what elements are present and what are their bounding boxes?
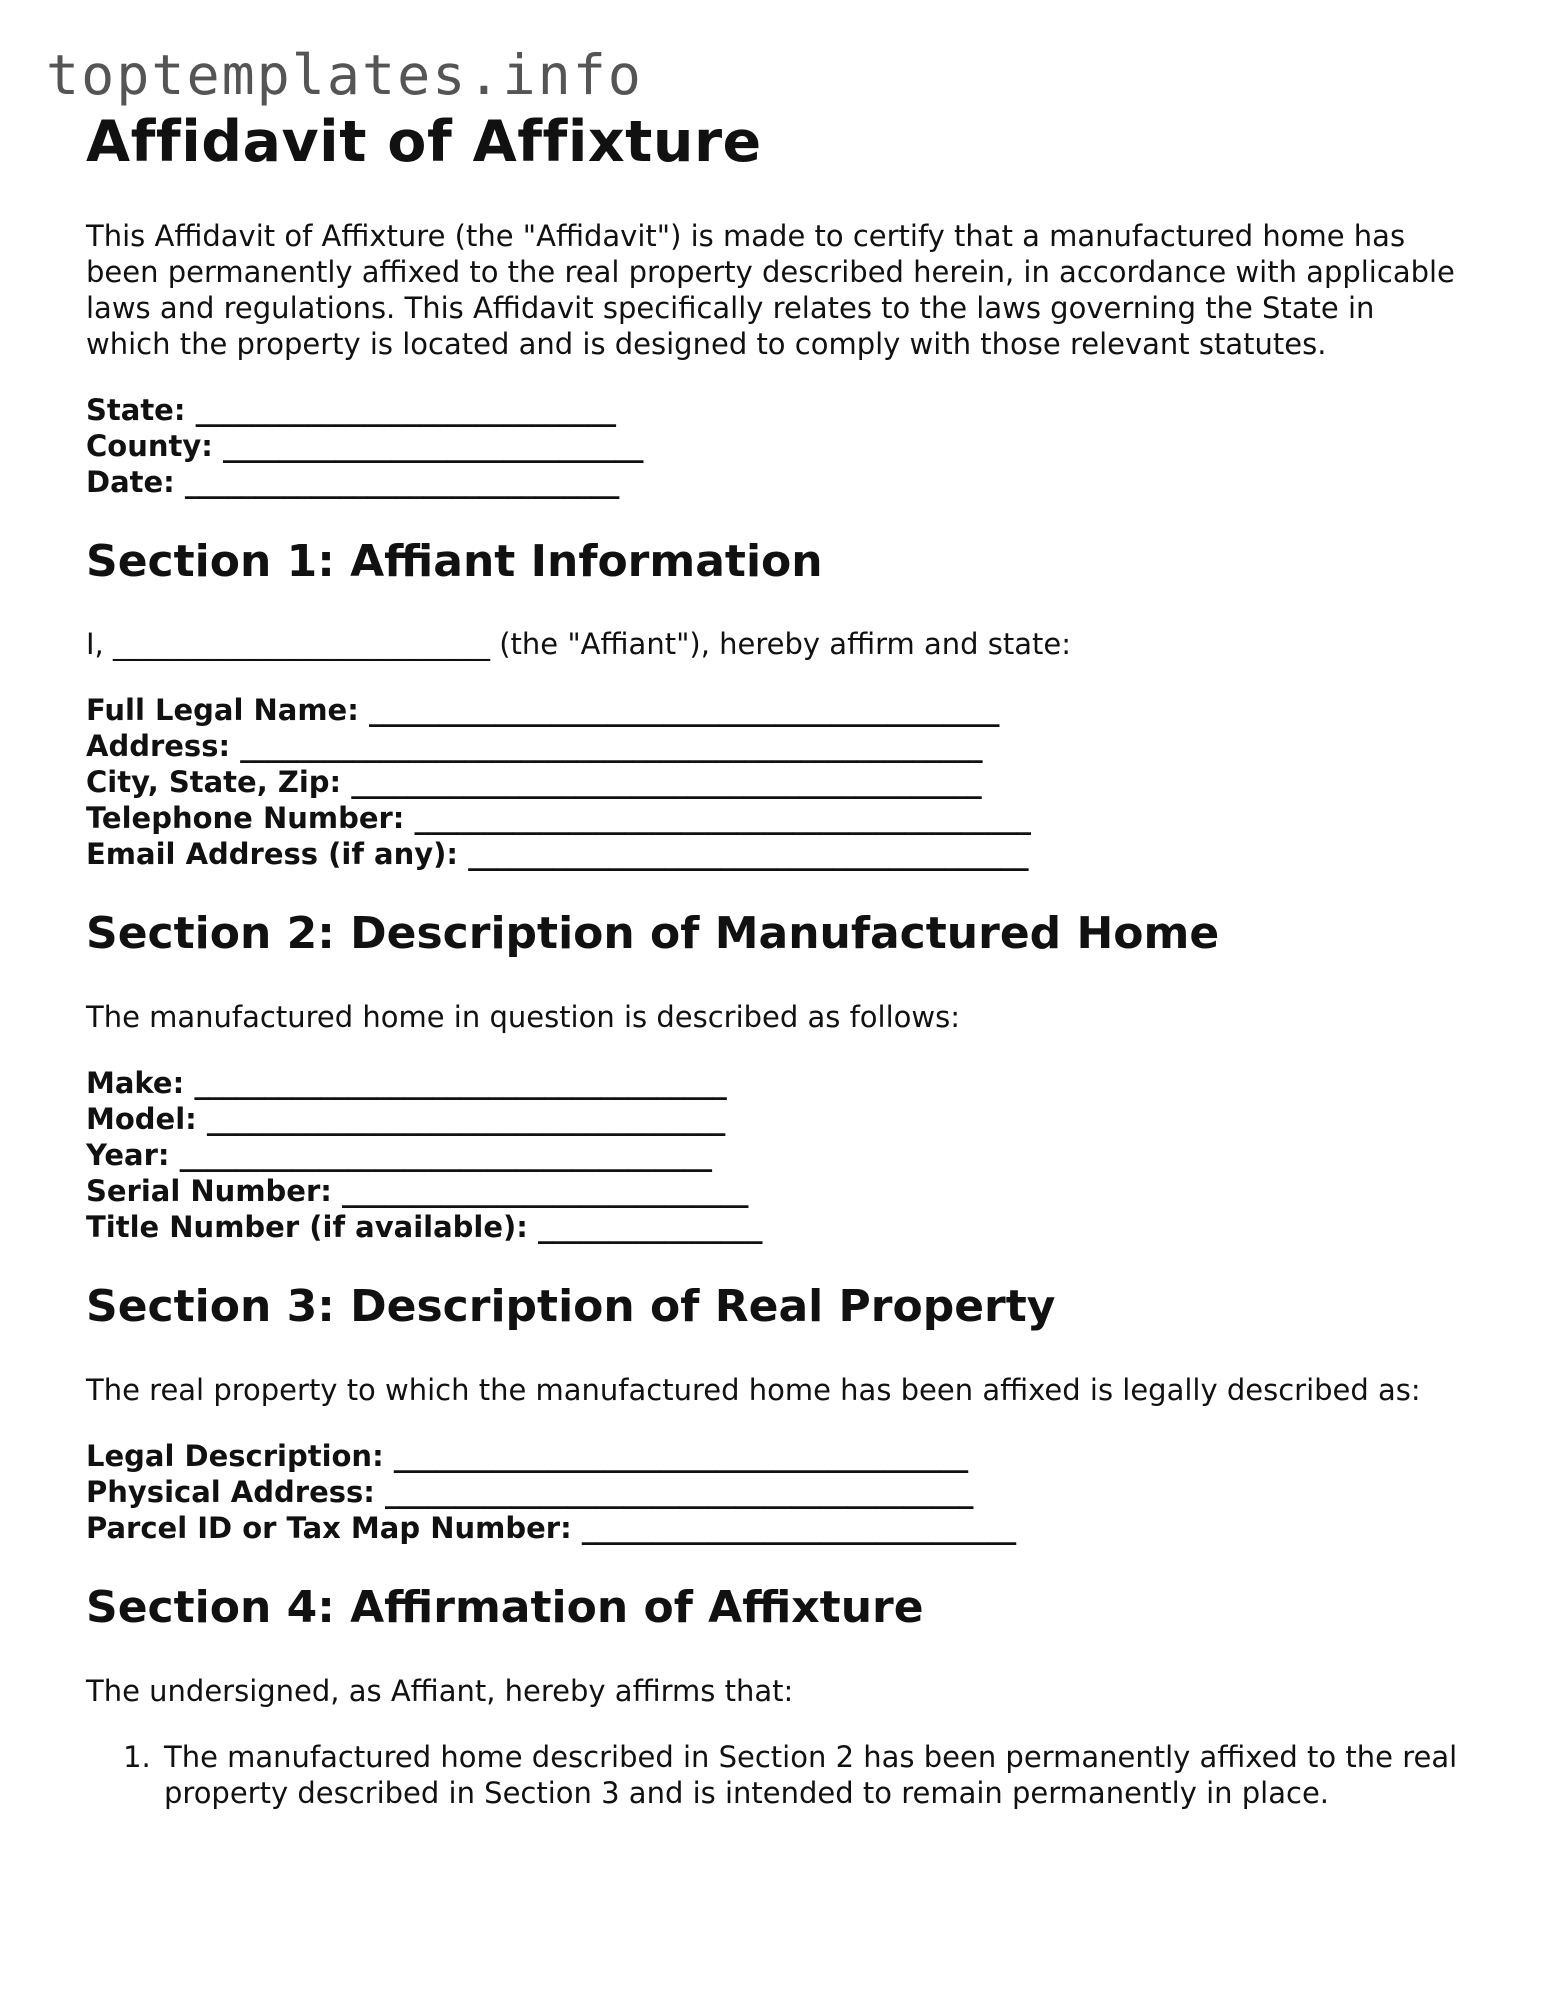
field-label: Make: <box>86 1066 185 1101</box>
telephone-number-field[interactable] <box>86 800 1466 836</box>
serial-number-field[interactable] <box>86 1173 1466 1209</box>
date-field[interactable] <box>86 464 1466 500</box>
field-label: Parcel ID or Tax Map Number: <box>86 1510 572 1545</box>
field-label: Serial Number: <box>86 1174 332 1209</box>
title-number-field[interactable] <box>86 1209 1466 1245</box>
document-page <box>86 110 1466 1811</box>
section-2-text: The manufactured home in question is described as follows: <box>86 1000 961 1035</box>
make-field[interactable] <box>86 1065 1466 1101</box>
field-label: Telephone Number: <box>86 801 405 836</box>
field-label: Address: <box>86 729 231 764</box>
field-blank: _____________________________________________ <box>351 765 982 800</box>
statement-suffix: (the "Affiant"), hereby affirm and state: <box>499 627 1072 662</box>
statement-prefix: I, <box>86 627 104 662</box>
field-label: Email Address (if any): <box>86 837 459 872</box>
field-label: Legal Description: <box>86 1438 384 1473</box>
field-label: City, State, Zip: <box>86 765 342 800</box>
field-label: Full Legal Name: <box>86 693 359 728</box>
intro-paragraph: This Affidavit of Affixture (the "Affidavit") is made to certify that a manufactured home has been permanently affixed to the real property described herein, in accordance with applicable laws and regulations. This Affidavit specifically relates to the laws governing the State in which the property is located and is designed to comply with those relevant statutes. <box>86 218 1455 361</box>
property-fields <box>86 1438 1466 1546</box>
field-blank: ____________________________________________ <box>414 801 1031 836</box>
field-label: Date: <box>86 464 175 499</box>
email-address-field[interactable] <box>86 836 1466 872</box>
address-field[interactable] <box>86 728 1466 764</box>
field-blank: _____________________________________________ <box>368 693 999 728</box>
field-blank: _____________________________ <box>341 1174 748 1209</box>
section-3-text: The real property to which the manufactured home has been affixed is legally described as: <box>86 1372 1421 1407</box>
section-3-heading: Section 3: Description of Real Property <box>86 1281 1056 1333</box>
section-4-heading: Section 4: Affirmation of Affixture <box>86 1581 924 1633</box>
legal-description-field[interactable] <box>86 1438 1466 1474</box>
year-field[interactable] <box>86 1137 1466 1173</box>
physical-address-field[interactable] <box>86 1474 1466 1510</box>
field-blank: _______________________________ <box>184 464 619 499</box>
field-label: Model: <box>86 1102 197 1137</box>
field-blank: ______________________________________ <box>179 1138 712 1173</box>
section-2-heading: Section 2: Description of Manufactured Home <box>86 908 1220 960</box>
home-fields <box>86 1065 1466 1245</box>
full-legal-name-field[interactable] <box>86 692 1466 728</box>
field-blank: ______________________________________ <box>194 1066 727 1101</box>
field-blank: ______________________________ <box>195 392 616 427</box>
field-blank: _______________________________ <box>581 1510 1016 1545</box>
field-label: State: <box>86 392 186 427</box>
field-blank: ______________________________ <box>222 428 643 463</box>
header-fields <box>86 392 1466 500</box>
field-blank: ________________________________________ <box>468 837 1029 872</box>
model-field[interactable] <box>86 1101 1466 1137</box>
field-label: County: <box>86 428 213 463</box>
affirmation-list <box>86 1739 1466 1811</box>
county-field[interactable] <box>86 428 1466 464</box>
field-blank: _________________________________________ <box>393 1438 968 1473</box>
list-item: 1. The manufactured home described in Section 2 has been permanently affixed to the real property described in Section 3 and is intended to remain permanently in place. <box>160 1739 1466 1811</box>
affiant-fields <box>86 692 1466 872</box>
document-title: Affidavit of Affixture <box>86 109 762 175</box>
field-blank: _____________________________________________________ <box>240 729 983 764</box>
field-blank: __________________________________________ <box>384 1474 973 1509</box>
affiant-name-blank[interactable]: __________________________ <box>113 627 490 662</box>
field-blank: ________________ <box>537 1210 762 1245</box>
section-4-text: The undersigned, as Affiant, hereby affirms that: <box>86 1673 794 1708</box>
city-state-zip-field[interactable] <box>86 764 1466 800</box>
field-label: Year: <box>86 1138 170 1173</box>
section-1-heading: Section 1: Affiant Information <box>86 535 823 587</box>
watermark: toptemplates.info <box>46 43 643 107</box>
parcel-id-field[interactable] <box>86 1510 1466 1546</box>
affiant-statement <box>86 626 1466 662</box>
state-field[interactable] <box>86 392 1466 428</box>
field-label: Title Number (if available): <box>86 1210 528 1245</box>
field-blank: _____________________________________ <box>206 1102 725 1137</box>
field-label: Physical Address: <box>86 1474 375 1509</box>
